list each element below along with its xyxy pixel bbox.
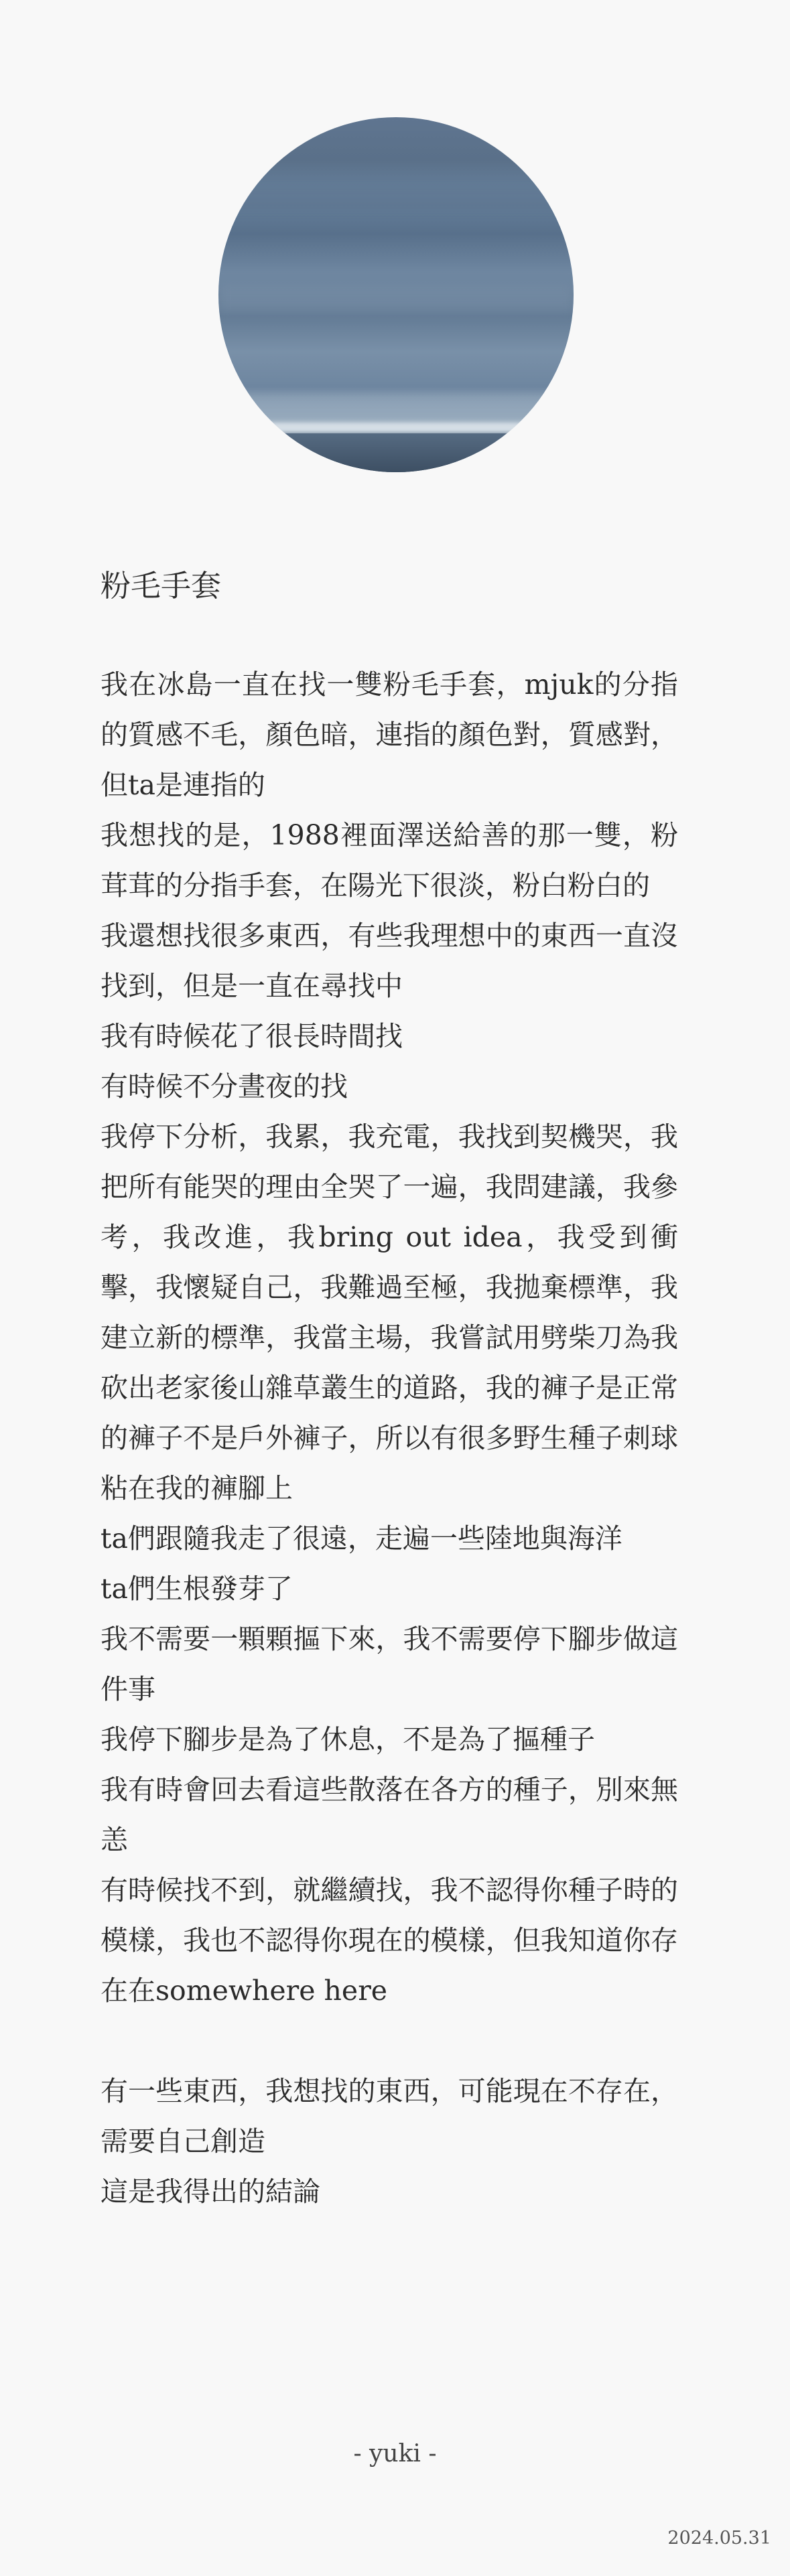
paragraph: 有一些東西，我想找的東西，可能現在不存在，需要自己創造: [101, 2075, 678, 2157]
paragraph: 我還想找很多東西，有些我理想中的東西一直沒找到，但是一直在尋找中: [101, 920, 678, 1002]
cover-photo: [218, 117, 574, 472]
post-date: 2024.05.31: [667, 2528, 771, 2549]
paragraph: 有時候不分晝夜的找: [101, 1070, 348, 1102]
paragraph: ta們生根發芽了: [101, 1573, 293, 1605]
paragraph: 這是我得出的結論: [101, 2175, 320, 2208]
post-body: [101, 660, 678, 2217]
paragraph: 有時候找不到，就繼續找，我不認得你種子時的模樣，我也不認得你現在的模樣，但我知道你存在在somewhere here: [101, 1874, 678, 2007]
paragraph: 我不需要一顆顆摳下來，我不需要停下腳步做這件事: [101, 1623, 678, 1705]
cloud-band: [218, 188, 574, 210]
paragraph: 我停下分析，我累，我充電，我找到契機哭，我把所有能哭的理由全哭了一遍，我問建議，我參考，我改進，我bring out idea，我受到衝擊，我懷疑自己，我難過至極，我拋棄標準，我建立新的標準，我當主場，我嘗試用劈柴刀為我砍出老家後山雜草叢生的道路，我的褲子是正常的褲子不是戶外褲子，所以有很多野生種子刺球粘在我的褲腳上: [101, 1121, 678, 1504]
cloud-band: [218, 284, 574, 312]
paragraph: 我停下腳步是為了休息，不是為了摳種子: [101, 1723, 595, 1756]
paragraph: 我想找的是，1988裡面澤送給善的那一雙，粉茸茸的分指手套，在陽光下很淡，粉白粉白的: [101, 819, 678, 902]
post-title: 粉毛手套: [101, 568, 222, 603]
paragraph: 我有時候花了很長時間找: [101, 1020, 403, 1052]
paragraph: ta們跟隨我走了很遠，走遍一些陸地與海洋: [101, 1522, 622, 1555]
paragraph-gap: [101, 2016, 678, 2066]
cloud-band: [218, 394, 574, 419]
author-signature: - yuki -: [353, 2440, 437, 2467]
paragraph: 我有時會回去看這些散落在各方的種子，別來無恙: [101, 1774, 678, 1856]
horizon-light: [218, 423, 574, 431]
paragraph: 我在冰島一直在找一雙粉毛手套，mjuk的分指的質感不毛，顏色暗，連指的顏色對，質感對，但ta是連指的: [101, 668, 678, 801]
sea: [218, 433, 574, 472]
